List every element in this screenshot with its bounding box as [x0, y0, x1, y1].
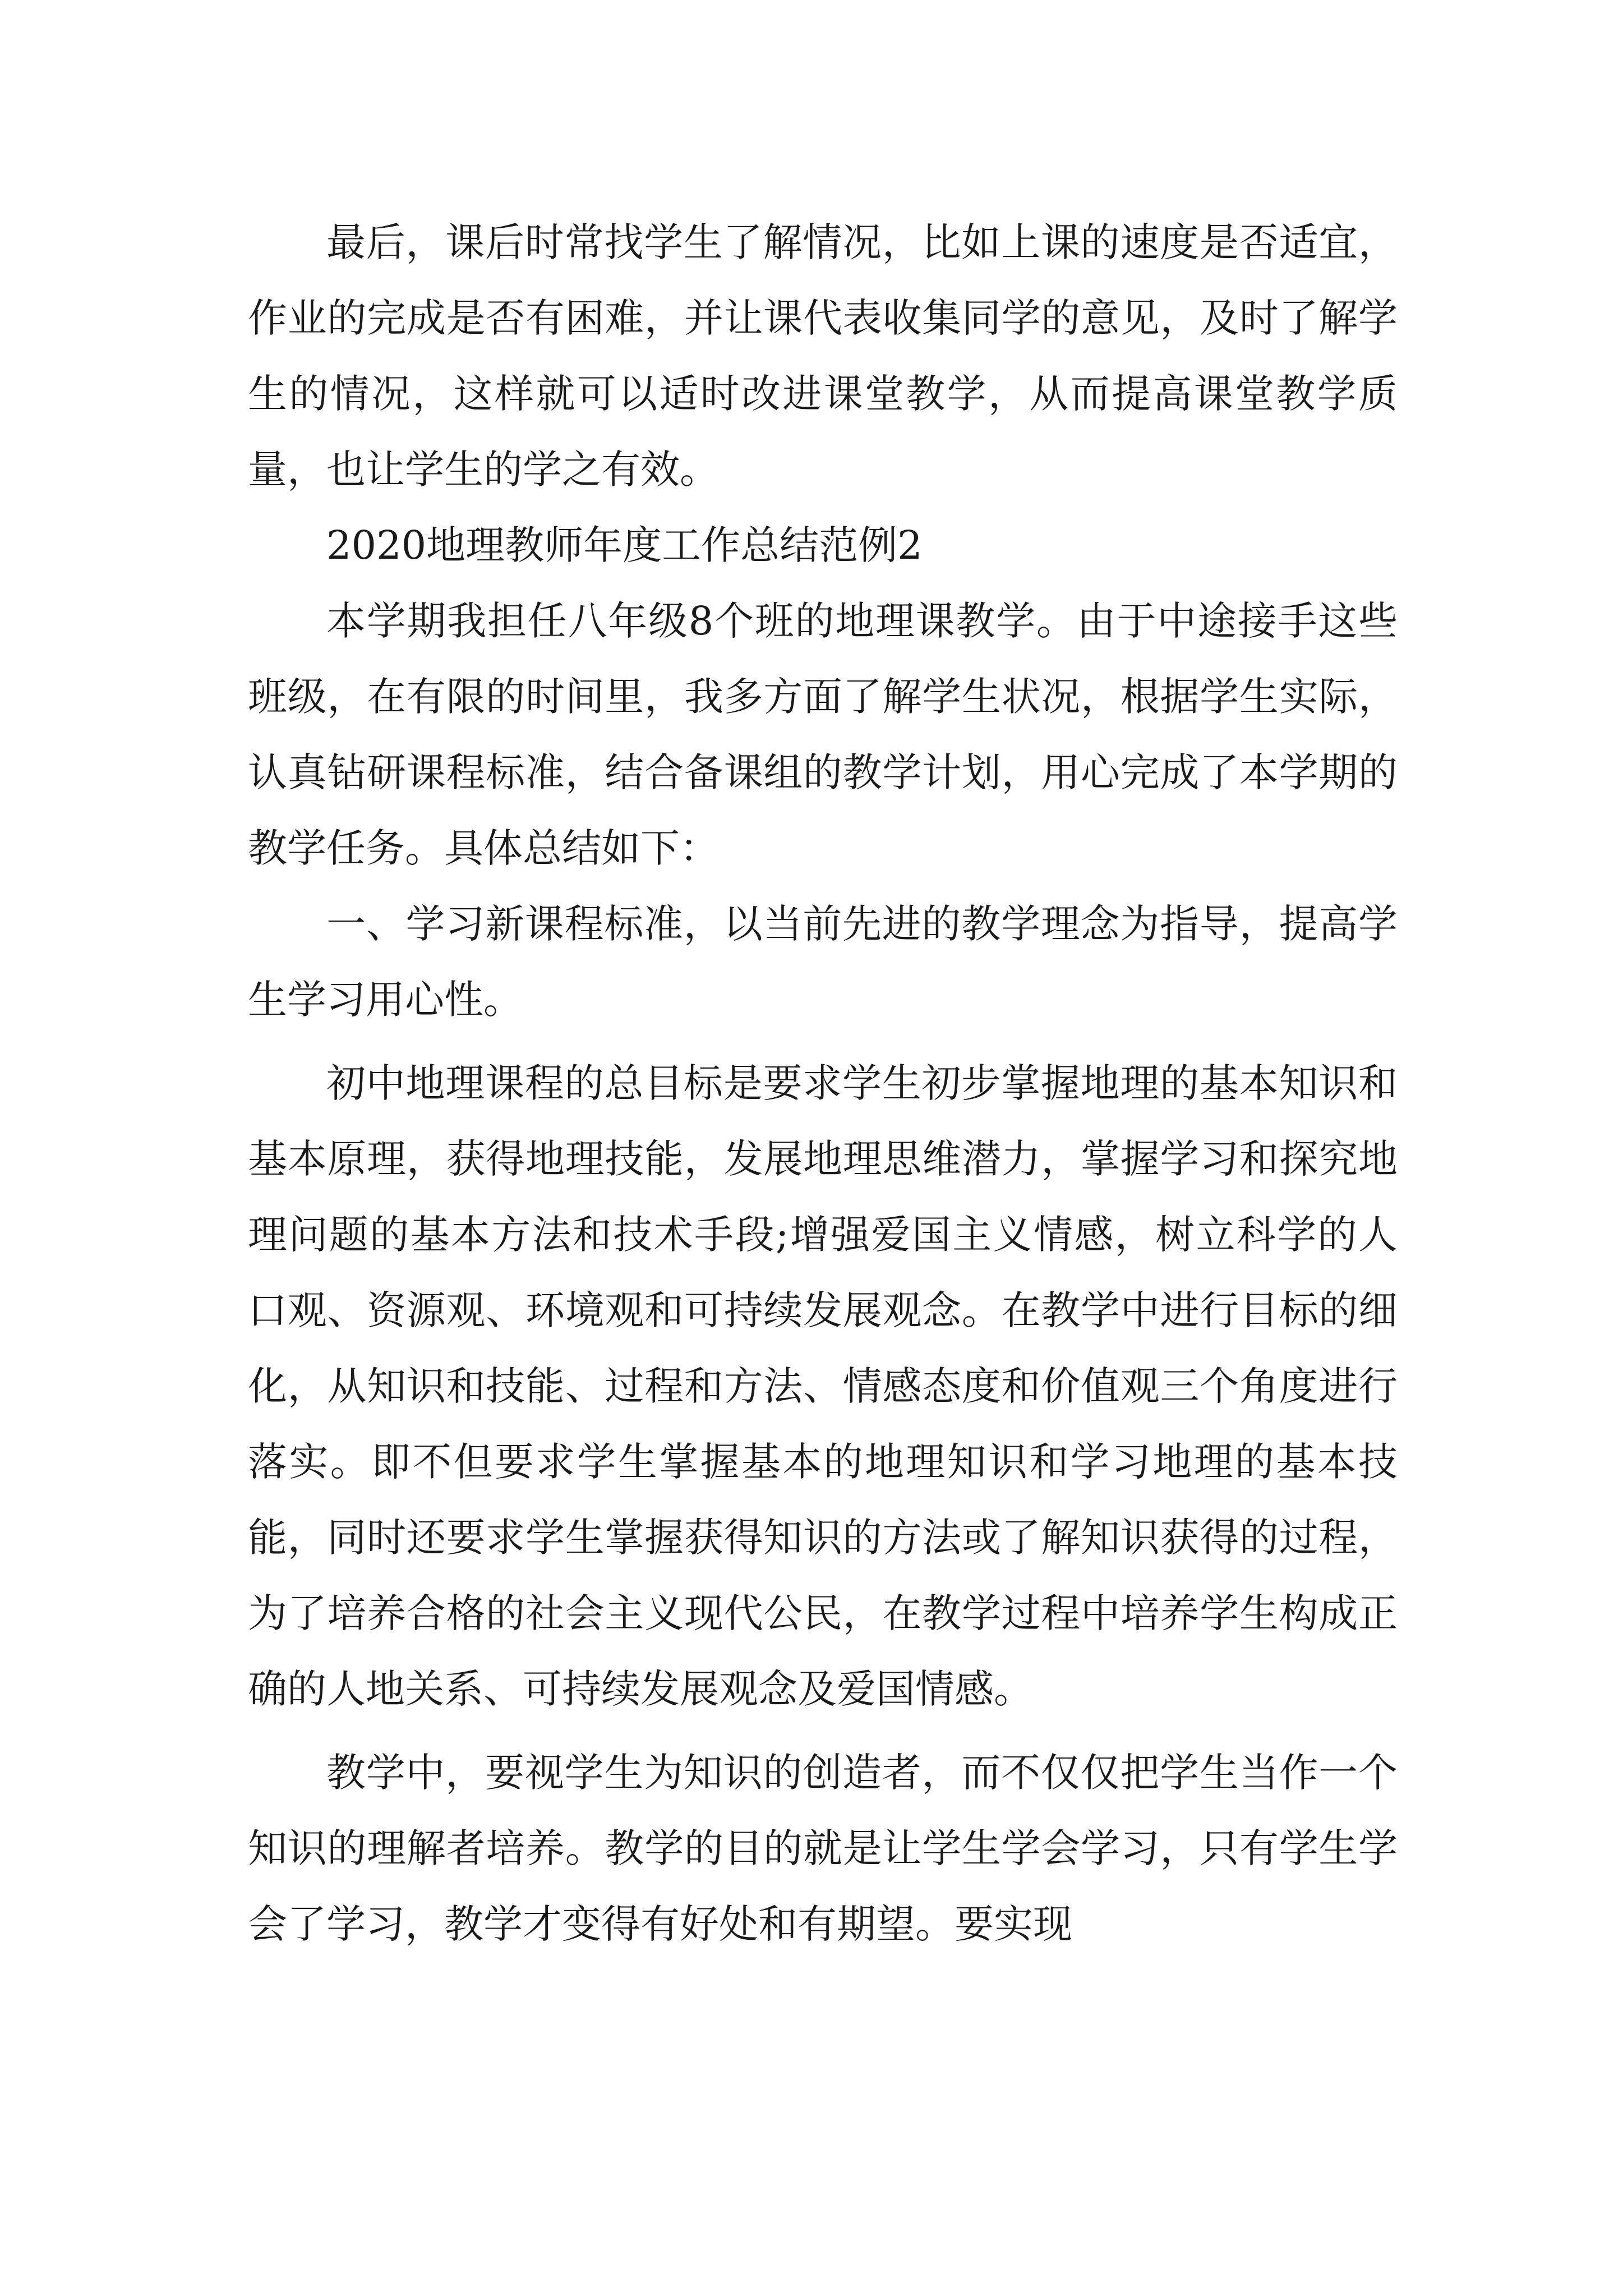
paragraph-curriculum-goals: 初中地理课程的总目标是要求学生初步掌握地理的基本知识和基本原理，获得地理技能，发展地理思维潜力，掌握学习和探究地理问题的基本方法和技术手段;增强爱国主义情感，树立科学的人口观、资源观、环境观和可持续发展观念。在教学中进行目标的细化，从知识和技能、过程和方法、情感态度和价值观三个角度进行落实。即不但要求学生掌握基本的地理知识和学习地理的基本技能，同时还要求学生掌握获得知识的方法或了解知识获得的过程，为了培养合格的社会主义现代公民，在教学过程中培养学生构成正确的人地关系、可持续发展观念及爱国情感。	[248, 1060, 1398, 1712]
paragraph-conclusion: 最后，课后时常找学生了解情况，比如上课的速度是否适宜，作业的完成是否有困难，并让课代表收集同学的意见，及时了解学生的情况，这样就可以适时改进课堂教学，从而提高课堂教学质量，也让学生的学之有效。	[248, 219, 1398, 493]
paragraph-teaching-approach: 教学中，要视学生为知识的创造者，而不仅仅把学生当作一个知识的理解者培养。教学的目的就是让学生学会学习，只有学生学会了学习，教学才变得有好处和有期望。要实现	[248, 1750, 1398, 1947]
paragraph-point-one: 一、学习新课程标准，以当前先进的教学理念为指导，提高学生学习用心性。	[248, 901, 1398, 1023]
document-body	[248, 205, 1398, 1962]
paragraph-intro: 本学期我担任八年级8个班的地理课教学。由于中途接手这些班级，在有限的时间里，我多方面了解学生状况，根据学生实际，认真钻研课程标准，结合备课组的教学计划，用心完成了本学期的教学任务。具体总结如下：	[248, 598, 1398, 871]
section-heading: 2020地理教师年度工作总结范例2	[326, 522, 923, 568]
